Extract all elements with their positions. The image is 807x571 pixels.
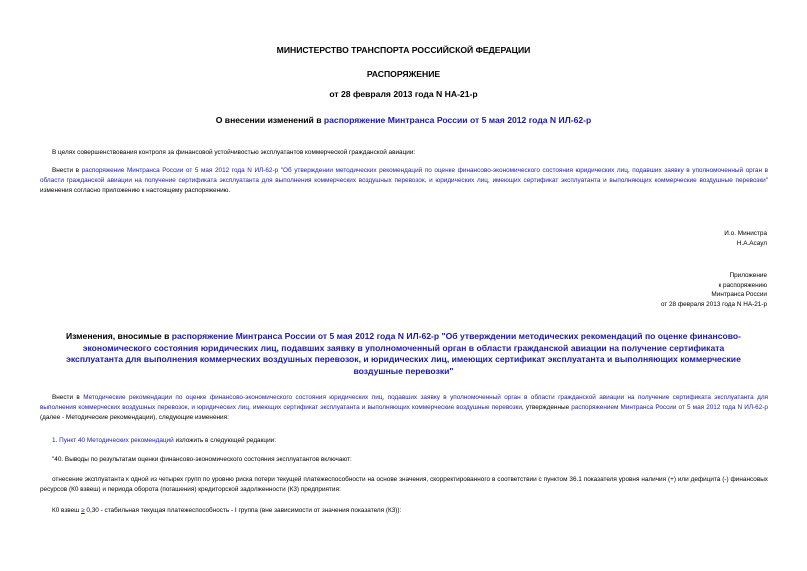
k0-prefix: К0 взвеш <box>52 507 82 514</box>
appendix-intro-mid: , утвержденные <box>521 404 572 411</box>
ministry-heading: МИНИСТЕРСТВО ТРАНСПОРТА РОССИЙСКОЙ ФЕДЕРАЦИИ <box>276 45 531 55</box>
document-date-number: от 28 февраля 2013 года N НА-21-р <box>329 89 478 99</box>
amendment-suffix: изменения согласно приложению к настоящему распоряжению. <box>40 187 231 194</box>
appendix-title-prefix: Изменения, вносимые в <box>65 331 172 341</box>
amendment-prefix: Внести в <box>52 167 82 174</box>
appendix-ref-line3: Минтранса России <box>711 291 767 298</box>
document-type: РАСПОРЯЖЕНИЕ <box>366 69 441 79</box>
risk-group-paragraph: отнесение эксплуатанта к одной из четырех групп по уровню риска потери текущей платежеспособности на основе значения, скорректированного в соответствии с пунктом 36.1 показателя уровня наличия (+) или дефицита (-) финансовых ресурсов (К0 взвеш) и периода оборота (погашения) кредиторской задолженности (К3) предприятия: <box>40 476 768 493</box>
appendix-ref-line2: к распоряжению <box>718 281 767 289</box>
methodical-recommendations-link[interactable]: Методические рекомендации по оценке финансово-экономического состояния юридических лиц, подавших заявку в уполномоченный орган в области гражданской авиации на получение сертификата эксплуатанта для выполнения коммерческих воздушных перевозок, и юридических лиц, имеющих сертификат эксплуатанта и выполняющих коммерческие воздушные перевозки <box>40 394 769 411</box>
item-1-paragraph <box>40 436 768 446</box>
title-regulation-link[interactable]: распоряжение Минтранса России от 5 мая 2012 года N ИЛ-62-р <box>323 115 592 125</box>
amendment-regulation-link[interactable]: распоряжение Минтранса России от 5 мая 2012 года N ИЛ-62-р "Об утверждении методических рекомендаций по оценке финансово-экономического состояния юридических лиц, подавших заявку в уполномоченный орган в области гражданской авиации на получение сертификата эксплуатанта для выполнения коммерческих воздушных перевозок, и юридических лиц, имеющих сертификат эксплуатанта и выполняющих коммерческие воздушные перевозки" <box>40 167 768 184</box>
appendix-title <box>58 331 749 377</box>
item-1-suffix: изложить в следующей редакции: <box>173 437 276 444</box>
signature-name: Н.А.Асаул <box>736 239 767 247</box>
appendix-ref-line1: Приложение <box>729 272 767 279</box>
signature-block <box>724 229 767 248</box>
order-link[interactable]: распоряжением Минтранса России от 5 мая 2012 года N ИЛ-62-р <box>571 404 768 411</box>
intro-paragraph: В целях совершенствования контроля за финансовой устойчивостью эксплуатантов коммерческой гражданской авиации: <box>52 149 416 156</box>
quoted-point-40: "40. Выводы по результатам оценки финансово-экономического состояния эксплуатантов включают: <box>52 456 352 463</box>
k0-sign-link[interactable]: ≥ <box>81 507 85 514</box>
appendix-reference <box>661 271 767 309</box>
appendix-intro-paragraph <box>40 393 768 423</box>
item-1-link[interactable]: 1. Пункт 40 Методических рекомендаций <box>52 437 174 444</box>
appendix-ref-line4: от 28 февраля 2013 года N НА-21-р <box>660 300 767 308</box>
appendix-title-link[interactable]: распоряжение Минтранса России от 5 мая 2012 года N ИЛ-62-р "Об утверждении методических рекомендаций по оценке финансово-экономического состояния юридических лиц, подавших заявку в уполномоченный орган в области гражданской авиации на получение сертификата эксплуатанта для выполнения коммерческих воздушных перевозок, и юридических лиц, имеющих сертификат эксплуатанта и выполняющих коммерческие воздушные перевозки" <box>66 331 742 376</box>
title-prefix: О внесении изменений в <box>215 115 324 125</box>
k0-suffix: 0,30 - стабильная текущая платежеспособность - I группа (вне зависимости от значения показателя (К3)): <box>84 507 402 514</box>
appendix-intro-suffix: (далее - Методические рекомендации), следующие изменения: <box>40 414 229 421</box>
k0-condition-line <box>40 506 768 516</box>
appendix-intro-prefix: Внести в <box>52 394 84 401</box>
amendment-paragraph <box>40 166 768 196</box>
signature-position: И.о. Министра <box>724 230 767 237</box>
document-title <box>0 115 807 125</box>
